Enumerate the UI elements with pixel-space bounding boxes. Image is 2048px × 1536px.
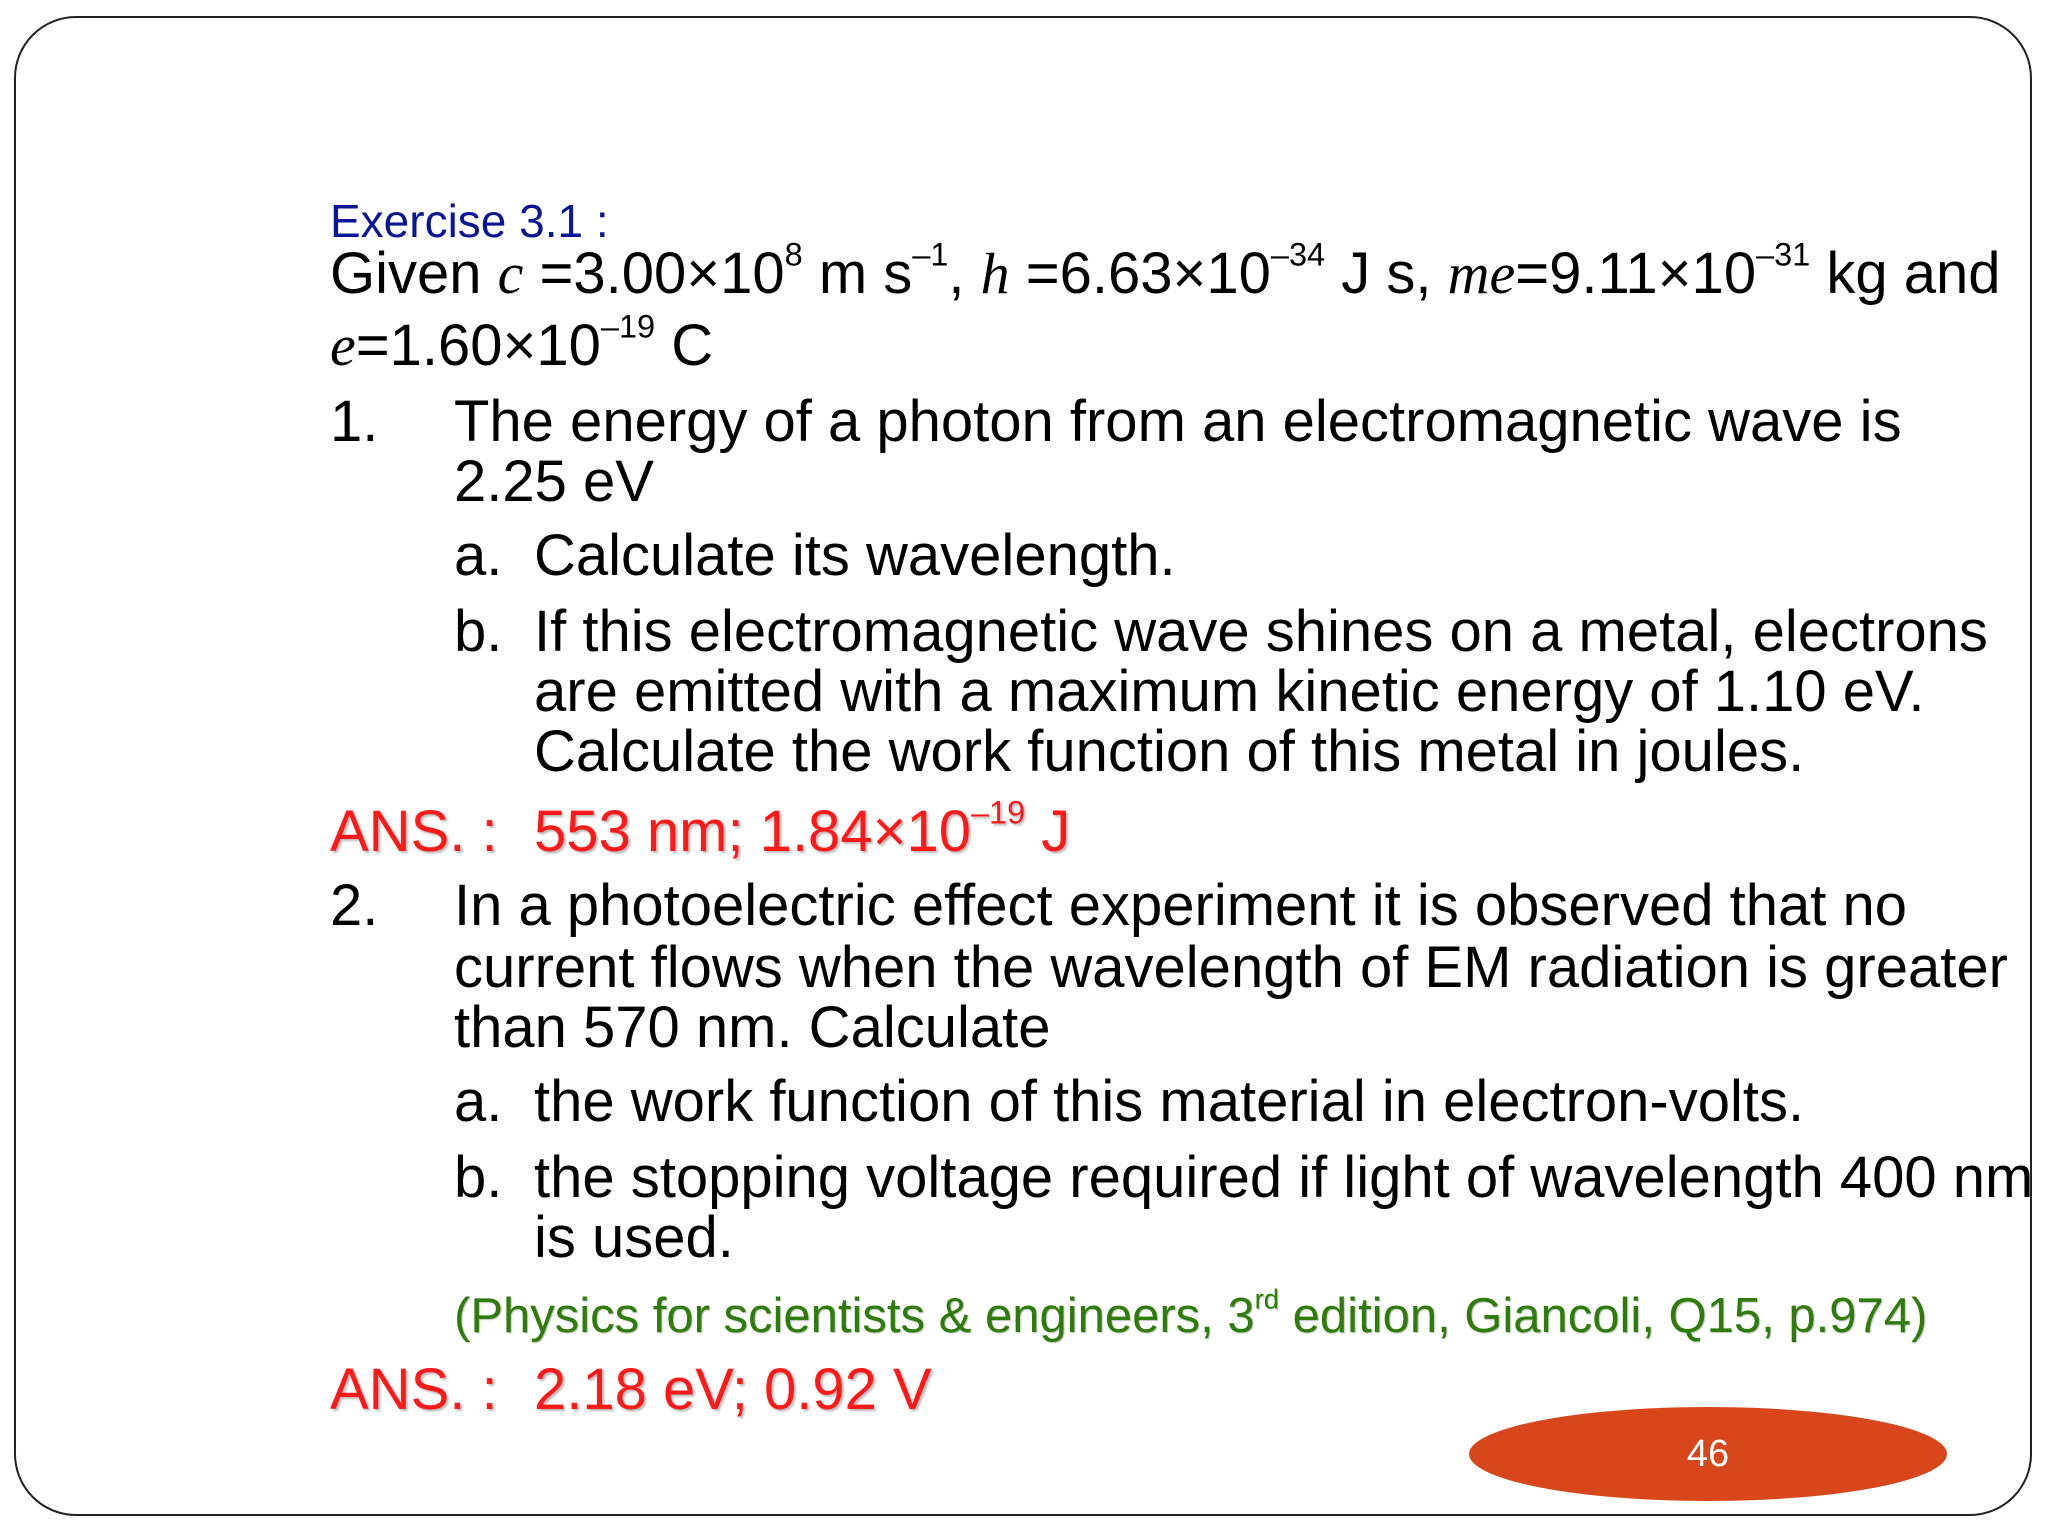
q2b-line-2: is used.: [534, 1205, 734, 1270]
e-value: =1.60×10: [355, 313, 601, 378]
q1b-line-3: Calculate the work function of this metal in joules.: [534, 719, 1805, 784]
answer-1-text: 553 nm; 1.84×10: [534, 799, 971, 864]
q1a-text: Calculate its wavelength.: [534, 523, 1176, 588]
answer-2-text: 2.18 eV; 0.92 V: [534, 1357, 932, 1422]
q2a-label: a.: [454, 1069, 503, 1134]
c-unit: m s: [818, 241, 913, 306]
page-number: 46: [1686, 1432, 1730, 1475]
separator: ,: [948, 241, 965, 306]
given-line-2: [330, 308, 714, 379]
q2-part-a: [454, 1068, 1804, 1135]
me-unit: kg and: [1826, 241, 2001, 306]
h-exponent: –34: [1270, 236, 1326, 273]
me-value: =9.11×10: [1515, 241, 1757, 306]
q1a-label: a.: [454, 523, 503, 588]
c-symbol: c: [497, 241, 524, 306]
given-word: Given: [330, 241, 482, 306]
q2b-line-1: the stopping voltage required if light of wavelength 400 nm: [534, 1145, 2034, 1210]
q1b-line-1: If this electromagnetic wave shines on a metal, electrons: [534, 599, 1988, 664]
q2-line-2: current flows when the wavelength of EM radiation is greater: [454, 935, 2008, 1000]
me-symbol: me: [1447, 241, 1516, 306]
reference-citation: [454, 1283, 1928, 1344]
me-exponent: –31: [1756, 236, 1811, 273]
answer-2: [330, 1356, 932, 1423]
given-line-1: [330, 236, 2001, 307]
c-unit-exponent: –1: [912, 236, 949, 273]
c-value: =3.00×10: [539, 241, 785, 306]
answer-1: [330, 794, 1071, 865]
e-exponent: –19: [600, 308, 656, 345]
q1-text: The energy of a photon from an electromagnetic wave is: [454, 389, 1902, 454]
exercise-title: Exercise 3.1 :: [330, 195, 609, 247]
answer-2-label: ANS. :: [330, 1357, 498, 1422]
h-value: =6.63×10: [1025, 241, 1271, 306]
q1-part-a: [454, 522, 1176, 589]
answer-1-exponent: –19: [970, 794, 1026, 831]
q2-text-1: In a photoelectric effect experiment it is observed that no: [454, 873, 1907, 938]
q2a-text: the work function of this material in electron-volts.: [534, 1069, 1805, 1134]
e-symbol: e: [330, 313, 356, 378]
e-unit: C: [671, 313, 714, 378]
reference-part-2: edition, Giancoli, Q15, p.974): [1279, 1289, 1928, 1343]
q2-part-b: [454, 1144, 2033, 1211]
q2-line-1: [330, 872, 1907, 939]
q1-number: 1.: [330, 389, 379, 454]
q1b-label: b.: [454, 599, 503, 664]
reference-part-1: (Physics for scientists & engineers, 3: [454, 1289, 1255, 1343]
q2b-label: b.: [454, 1145, 503, 1210]
q1-line-2: 2.25 eV: [454, 449, 654, 514]
q2-line-3: than 570 nm. Calculate: [454, 995, 1051, 1060]
h-symbol: h: [980, 241, 1010, 306]
answer-1-unit: J: [1041, 799, 1071, 864]
q1-line-1: [330, 388, 1902, 455]
q1-part-b: [454, 598, 1988, 665]
h-unit: J s,: [1341, 241, 1432, 306]
answer-1-label: ANS. :: [330, 799, 498, 864]
q1b-line-2: are emitted with a maximum kinetic energy of 1.10 eV.: [534, 659, 1925, 724]
q2-number: 2.: [330, 873, 379, 938]
reference-superscript: rd: [1254, 1283, 1280, 1315]
c-exponent: 8: [784, 236, 803, 273]
page-number-badge: [1469, 1407, 1947, 1501]
